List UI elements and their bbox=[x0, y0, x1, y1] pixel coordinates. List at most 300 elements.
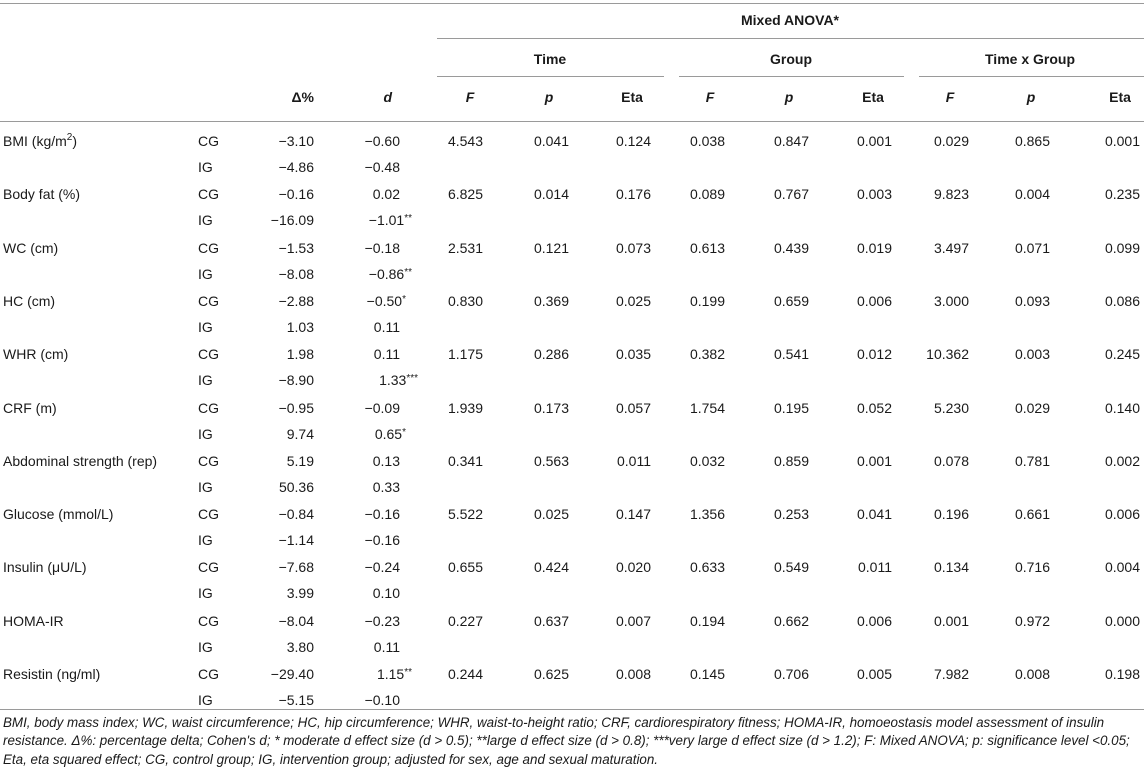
cg-delta-value bbox=[279, 239, 314, 257]
group-label-ig: IG bbox=[198, 639, 213, 655]
cg-delta-value-text: 1.98 bbox=[286, 346, 314, 362]
ig-delta-value-text: −8.08 bbox=[278, 266, 314, 282]
ig-delta-value bbox=[279, 691, 314, 709]
ig-delta-value bbox=[287, 425, 314, 443]
time-p-value bbox=[534, 345, 569, 363]
group-eta-value-text: 0.019 bbox=[856, 240, 892, 256]
group-p-value bbox=[774, 239, 809, 257]
txg-eta-value bbox=[1105, 399, 1140, 417]
group-f-value-text: 0.633 bbox=[689, 559, 725, 575]
time-eta-value bbox=[616, 612, 651, 630]
row-label-text: Glucose (mmol/L) bbox=[3, 506, 114, 522]
txg-p-value-text: 0.008 bbox=[1014, 666, 1050, 682]
group-eta-value bbox=[857, 399, 892, 417]
time-f-value-text: 1.175 bbox=[447, 346, 483, 362]
txg-p-value bbox=[1015, 345, 1050, 363]
group-eta-value bbox=[857, 452, 892, 470]
group-p-value bbox=[774, 452, 809, 470]
cg-d-value-text: −0.50 bbox=[366, 293, 403, 309]
row-label-text: HC (cm) bbox=[3, 293, 56, 309]
cg-delta-value-text: −29.40 bbox=[270, 666, 314, 682]
txg-eta-value-text: 0.086 bbox=[1104, 293, 1140, 309]
group-p-value-text: 0.195 bbox=[773, 400, 809, 416]
time-p-value-text: 0.121 bbox=[533, 240, 569, 256]
effect-size-stars: ** bbox=[404, 213, 412, 224]
txg-f-value bbox=[926, 345, 969, 363]
ig-d-value bbox=[369, 265, 412, 283]
group-f-value-text: 0.199 bbox=[689, 293, 725, 309]
group-p-value bbox=[774, 345, 809, 363]
group-label-cg: CG bbox=[198, 666, 219, 682]
txg-eta-value bbox=[1105, 612, 1140, 630]
group-p-value-text: 0.541 bbox=[773, 346, 809, 362]
time-eta-value-text: 0.124 bbox=[615, 133, 651, 149]
ig-d-value-text: −0.16 bbox=[364, 532, 400, 548]
row-label bbox=[3, 612, 64, 630]
group-f-value-text: 0.145 bbox=[689, 666, 725, 682]
group-eta-value-text: 0.001 bbox=[856, 453, 892, 469]
row-label-text: Insulin (μU/L) bbox=[3, 559, 87, 575]
header-group-p: p bbox=[784, 89, 794, 105]
time-eta-value bbox=[616, 185, 651, 203]
group-p-value bbox=[774, 399, 809, 417]
table-footnote: BMI, body mass index; WC, waist circumference; HC, hip circumference; WHR, waist-to-height ratio; CRF, cardiorespiratory fitness; HOMA-IR, homoeostasis model assessment of insulin resistance. Δ%: percentage delta; Cohen's d; * moderate d effect size (d > 0.5); **large d effect size (d > 0.8); ***very large d effect size (d > 1.2); F: Mixed ANOVA; p: significance level <0.05; Eta, eta squared effect; CG, control group; IG, intervention group; adjusted for sex, age and sexual maturation. bbox=[3, 715, 1130, 767]
effect-size-stars: *** bbox=[406, 373, 418, 384]
time-f-value bbox=[448, 612, 483, 630]
txg-p-value bbox=[1015, 612, 1050, 630]
effect-size-stars: ** bbox=[404, 667, 412, 678]
txg-eta-value-text: 0.235 bbox=[1104, 186, 1140, 202]
ig-d-value bbox=[374, 638, 400, 656]
time-f-value-text: 0.244 bbox=[447, 666, 483, 682]
txg-f-value-text: 0.029 bbox=[933, 133, 969, 149]
row-label-text: CRF (m) bbox=[3, 400, 57, 416]
time-f-value-text: 0.341 bbox=[447, 453, 483, 469]
group-label-ig: IG bbox=[198, 212, 213, 228]
ig-d-value-text: −0.48 bbox=[364, 159, 400, 175]
header-txg-f: F bbox=[945, 89, 955, 105]
row-label bbox=[3, 452, 157, 470]
txg-eta-value-text: 0.000 bbox=[1104, 613, 1140, 629]
time-p-value-text: 0.014 bbox=[533, 186, 569, 202]
group-eta-value bbox=[857, 345, 892, 363]
cg-delta-value bbox=[279, 612, 314, 630]
txg-p-value-text: 0.071 bbox=[1014, 240, 1050, 256]
ig-delta-value-text: 1.03 bbox=[286, 319, 314, 335]
time-eta-value-text: 0.035 bbox=[615, 346, 651, 362]
header-bottom-rule bbox=[0, 121, 1144, 122]
txg-eta-value bbox=[1105, 505, 1140, 523]
txg-eta-value-text: 0.140 bbox=[1104, 400, 1140, 416]
cg-d-value-text: −0.09 bbox=[364, 400, 400, 416]
cg-delta-value-text: −8.04 bbox=[278, 613, 314, 629]
time-p-value-text: 0.625 bbox=[533, 666, 569, 682]
group-p-value-text: 0.706 bbox=[773, 666, 809, 682]
group-f-value-text: 0.613 bbox=[689, 240, 725, 256]
time-eta-value bbox=[616, 399, 651, 417]
row-label bbox=[3, 239, 58, 257]
group-label-ig: IG bbox=[198, 479, 213, 495]
time-eta-value-text: 0.147 bbox=[615, 506, 651, 522]
cg-d-value-text: −0.16 bbox=[364, 506, 400, 522]
anova-rule bbox=[437, 38, 1144, 39]
group-eta-value-text: 0.041 bbox=[856, 506, 892, 522]
group-eta-value bbox=[857, 505, 892, 523]
time-eta-value bbox=[616, 558, 651, 576]
group-p-value-text: 0.847 bbox=[773, 133, 809, 149]
txg-p-value bbox=[1015, 292, 1050, 310]
group-eta-value bbox=[857, 292, 892, 310]
time-p-value bbox=[534, 292, 569, 310]
txg-f-value-text: 10.362 bbox=[926, 346, 969, 362]
group-label-ig: IG bbox=[198, 532, 213, 548]
header-time: Time bbox=[533, 51, 567, 67]
time-f-value bbox=[448, 185, 483, 203]
txg-f-value bbox=[934, 292, 969, 310]
row-label-text: HOMA-IR bbox=[3, 613, 64, 629]
group-p-value-text: 0.767 bbox=[773, 186, 809, 202]
ig-d-value-text: 0.10 bbox=[372, 585, 400, 601]
group-label-ig: IG bbox=[198, 319, 213, 335]
txg-eta-value bbox=[1105, 345, 1140, 363]
cg-d-value-text: −0.60 bbox=[364, 133, 400, 149]
cg-delta-value bbox=[287, 345, 314, 363]
txg-f-value bbox=[934, 558, 969, 576]
group-f-value-text: 1.754 bbox=[689, 400, 725, 416]
group-eta-value bbox=[857, 239, 892, 257]
txg-p-value-text: 0.003 bbox=[1014, 346, 1050, 362]
group-f-value bbox=[690, 399, 725, 417]
txg-f-value bbox=[934, 239, 969, 257]
header-txg-eta: Eta bbox=[1109, 89, 1131, 105]
ig-d-value bbox=[379, 371, 418, 389]
group-label-cg: CG bbox=[198, 133, 219, 149]
txg-p-value-text: 0.865 bbox=[1014, 133, 1050, 149]
group-eta-value-text: 0.001 bbox=[856, 133, 892, 149]
txg-eta-value bbox=[1105, 185, 1140, 203]
time-f-value bbox=[448, 399, 483, 417]
cg-d-value bbox=[365, 612, 400, 630]
group-label-ig: IG bbox=[198, 426, 213, 442]
ig-d-value bbox=[373, 584, 400, 602]
ig-d-value-text: 0.33 bbox=[372, 479, 400, 495]
ig-d-value bbox=[369, 211, 412, 229]
group-f-value-text: 1.356 bbox=[689, 506, 725, 522]
header-time-x-group: Time x Group bbox=[985, 51, 1075, 67]
group-eta-value bbox=[857, 612, 892, 630]
group-label-ig: IG bbox=[198, 585, 213, 601]
group-label-ig: IG bbox=[198, 266, 213, 282]
group-p-value bbox=[774, 665, 809, 683]
ig-delta-value-text: 9.74 bbox=[286, 426, 314, 442]
header-group: Group bbox=[770, 51, 812, 67]
group-eta-value-text: 0.003 bbox=[856, 186, 892, 202]
cg-d-value-text: 0.13 bbox=[372, 453, 400, 469]
time-f-value bbox=[448, 345, 483, 363]
time-f-value-text: 4.543 bbox=[447, 133, 483, 149]
time-f-value-text: 2.531 bbox=[447, 240, 483, 256]
group-eta-value-text: 0.011 bbox=[858, 559, 892, 575]
cg-delta-value bbox=[287, 452, 314, 470]
group-f-value bbox=[690, 612, 725, 630]
header-time-eta: Eta bbox=[621, 89, 643, 105]
txg-eta-value bbox=[1105, 665, 1140, 683]
header-d: d bbox=[383, 89, 392, 105]
cg-delta-value bbox=[279, 399, 314, 417]
time-f-value bbox=[448, 132, 483, 150]
cg-delta-value-text: −2.88 bbox=[278, 293, 314, 309]
cg-delta-value bbox=[279, 132, 314, 150]
txg-p-value bbox=[1015, 399, 1050, 417]
group-label-ig: IG bbox=[198, 692, 213, 708]
txg-f-value bbox=[934, 505, 969, 523]
time-eta-value bbox=[616, 132, 651, 150]
top-rule bbox=[0, 3, 1144, 4]
txg-p-value-text: 0.093 bbox=[1014, 293, 1050, 309]
time-p-value bbox=[534, 132, 569, 150]
header-group-eta: Eta bbox=[862, 89, 884, 105]
cg-d-value bbox=[373, 452, 400, 470]
group-eta-value bbox=[857, 665, 892, 683]
cg-delta-value-text: 5.19 bbox=[286, 453, 314, 469]
ig-d-value bbox=[365, 531, 400, 549]
group-label-cg: CG bbox=[198, 346, 219, 362]
row-label bbox=[3, 185, 80, 203]
group-p-value-text: 0.662 bbox=[773, 613, 809, 629]
time-eta-value-text: 0.020 bbox=[615, 559, 651, 575]
txg-rule bbox=[919, 76, 1144, 77]
txg-eta-value bbox=[1105, 132, 1140, 150]
ig-d-value bbox=[373, 478, 400, 496]
txg-p-value bbox=[1015, 239, 1050, 257]
time-p-value-text: 0.369 bbox=[533, 293, 569, 309]
group-rule bbox=[679, 76, 904, 77]
row-label-text: BMI (kg/m bbox=[3, 133, 67, 149]
group-p-value-text: 0.659 bbox=[773, 293, 809, 309]
txg-p-value-text: 0.661 bbox=[1014, 506, 1050, 522]
group-eta-value bbox=[857, 132, 892, 150]
row-label bbox=[3, 292, 55, 310]
cg-d-value bbox=[365, 505, 400, 523]
header-time-f: F bbox=[465, 89, 475, 105]
txg-f-value bbox=[934, 185, 969, 203]
txg-f-value-text: 3.000 bbox=[933, 293, 969, 309]
cg-d-value bbox=[377, 665, 412, 683]
ig-delta-value-text: −16.09 bbox=[270, 212, 314, 228]
cg-d-value bbox=[365, 239, 400, 257]
group-p-value-text: 0.439 bbox=[773, 240, 809, 256]
time-eta-value bbox=[616, 665, 651, 683]
cg-delta-value-text: −3.10 bbox=[278, 133, 314, 149]
row-label bbox=[3, 558, 87, 576]
cg-d-value-text: 0.02 bbox=[372, 186, 400, 202]
txg-f-value bbox=[934, 612, 969, 630]
time-p-value-text: 0.563 bbox=[533, 453, 569, 469]
ig-delta-value bbox=[287, 318, 314, 336]
group-label-cg: CG bbox=[198, 559, 219, 575]
cg-delta-value bbox=[279, 558, 314, 576]
group-label-cg: CG bbox=[198, 506, 219, 522]
group-f-value bbox=[690, 292, 725, 310]
txg-p-value bbox=[1015, 452, 1050, 470]
ig-d-value-text: −1.01 bbox=[368, 212, 405, 228]
group-f-value bbox=[690, 185, 725, 203]
header-txg-p: p bbox=[1026, 89, 1036, 105]
group-f-value bbox=[690, 665, 725, 683]
ig-d-value-text: 0.11 bbox=[373, 639, 400, 655]
group-label-ig: IG bbox=[198, 159, 213, 175]
txg-p-value bbox=[1015, 185, 1050, 203]
cg-d-value bbox=[374, 345, 400, 363]
ig-delta-value bbox=[279, 478, 314, 496]
time-p-value bbox=[534, 612, 569, 630]
group-label-cg: CG bbox=[198, 453, 219, 469]
group-label-cg: CG bbox=[198, 293, 219, 309]
ig-delta-value bbox=[271, 211, 314, 229]
time-eta-value-text: 0.007 bbox=[615, 613, 651, 629]
ig-delta-value bbox=[279, 531, 314, 549]
ig-d-value bbox=[365, 158, 400, 176]
time-eta-value bbox=[616, 505, 651, 523]
group-f-value-text: 0.038 bbox=[689, 133, 725, 149]
row-label-text: Resistin (ng/ml) bbox=[3, 666, 101, 682]
group-p-value bbox=[774, 132, 809, 150]
ig-d-value-text: 1.33 bbox=[379, 372, 407, 388]
time-f-value bbox=[448, 665, 483, 683]
txg-p-value bbox=[1015, 558, 1050, 576]
time-f-value bbox=[448, 558, 483, 576]
group-p-value-text: 0.859 bbox=[773, 453, 809, 469]
time-p-value-text: 0.025 bbox=[533, 506, 569, 522]
ig-delta-value-text: 3.80 bbox=[286, 639, 314, 655]
time-f-value-text: 1.939 bbox=[447, 400, 483, 416]
group-eta-value bbox=[857, 185, 892, 203]
group-p-value bbox=[774, 185, 809, 203]
group-f-value-text: 0.089 bbox=[689, 186, 725, 202]
group-f-value bbox=[690, 558, 725, 576]
txg-f-value-text: 3.497 bbox=[933, 240, 969, 256]
cg-delta-value-text: −0.16 bbox=[278, 186, 314, 202]
time-eta-value bbox=[616, 292, 651, 310]
txg-p-value-text: 0.781 bbox=[1014, 453, 1050, 469]
time-eta-value-text: 0.025 bbox=[615, 293, 651, 309]
time-eta-value bbox=[616, 239, 651, 257]
txg-p-value bbox=[1015, 665, 1050, 683]
time-rule bbox=[437, 76, 664, 77]
group-eta-value bbox=[858, 558, 892, 576]
group-label-cg: CG bbox=[198, 240, 219, 256]
time-p-value bbox=[534, 239, 569, 257]
cg-delta-value bbox=[279, 292, 314, 310]
row-label bbox=[3, 132, 77, 150]
group-f-value bbox=[690, 345, 725, 363]
time-p-value-text: 0.637 bbox=[533, 613, 569, 629]
time-eta-value-text: 0.073 bbox=[615, 240, 651, 256]
time-p-value bbox=[534, 452, 569, 470]
group-eta-value-text: 0.052 bbox=[856, 400, 892, 416]
txg-p-value bbox=[1015, 505, 1050, 523]
ig-delta-value-text: −8.90 bbox=[278, 372, 314, 388]
group-f-value bbox=[690, 452, 725, 470]
ig-delta-value bbox=[279, 265, 314, 283]
ig-delta-value bbox=[287, 638, 314, 656]
cg-d-value-text: −0.18 bbox=[364, 240, 400, 256]
txg-f-value-text: 0.134 bbox=[933, 559, 969, 575]
time-eta-value bbox=[616, 345, 651, 363]
txg-eta-value-text: 0.006 bbox=[1104, 506, 1140, 522]
ig-d-value-text: 0.65 bbox=[374, 426, 403, 442]
row-label bbox=[3, 345, 68, 363]
cg-d-value bbox=[365, 399, 400, 417]
row-label-text: Body fat (%) bbox=[3, 186, 81, 202]
txg-f-value bbox=[934, 452, 969, 470]
cg-d-value bbox=[367, 292, 406, 310]
group-f-value-text: 0.382 bbox=[689, 346, 725, 362]
group-p-value-text: 0.549 bbox=[773, 559, 809, 575]
effect-size-stars: * bbox=[402, 294, 406, 305]
time-f-value bbox=[448, 505, 483, 523]
time-p-value-text: 0.173 bbox=[533, 400, 569, 416]
time-eta-value bbox=[617, 452, 651, 470]
cg-d-value bbox=[365, 132, 400, 150]
time-f-value bbox=[448, 452, 483, 470]
time-f-value-text: 6.825 bbox=[447, 186, 483, 202]
time-f-value-text: 0.227 bbox=[447, 613, 483, 629]
ig-d-value-text: −0.86 bbox=[368, 266, 405, 282]
txg-f-value-text: 0.078 bbox=[933, 453, 969, 469]
header-group-f: F bbox=[705, 89, 715, 105]
time-p-value bbox=[534, 665, 569, 683]
ig-d-value bbox=[375, 425, 406, 443]
header-delta-pct: Δ% bbox=[291, 89, 314, 105]
group-p-value bbox=[774, 612, 809, 630]
txg-eta-value-text: 0.004 bbox=[1104, 559, 1140, 575]
txg-eta-value bbox=[1105, 452, 1140, 470]
ig-d-value bbox=[374, 318, 400, 336]
row-label bbox=[3, 665, 100, 683]
ig-delta-value-text: −5.15 bbox=[278, 692, 314, 708]
time-p-value bbox=[534, 505, 569, 523]
txg-eta-value bbox=[1105, 292, 1140, 310]
row-label-end: ) bbox=[72, 133, 78, 149]
group-eta-value-text: 0.005 bbox=[856, 666, 892, 682]
row-label-text: WC (cm) bbox=[3, 240, 59, 256]
ig-delta-value-text: −1.14 bbox=[278, 532, 314, 548]
group-label-cg: CG bbox=[198, 186, 219, 202]
ig-delta-value bbox=[279, 158, 314, 176]
txg-eta-value bbox=[1105, 558, 1140, 576]
cg-d-value-text: −0.24 bbox=[364, 559, 400, 575]
txg-eta-value-text: 0.002 bbox=[1104, 453, 1140, 469]
time-eta-value-text: 0.011 bbox=[617, 453, 651, 469]
row-label-text: Abdominal strength (rep) bbox=[3, 453, 158, 469]
txg-f-value-text: 0.001 bbox=[933, 613, 969, 629]
txg-eta-value bbox=[1105, 239, 1140, 257]
time-p-value-text: 0.286 bbox=[533, 346, 569, 362]
effect-size-stars: ** bbox=[404, 267, 412, 278]
txg-p-value-text: 0.004 bbox=[1014, 186, 1050, 202]
group-eta-value-text: 0.006 bbox=[856, 293, 892, 309]
table-bottom-rule bbox=[0, 709, 1144, 710]
group-eta-value-text: 0.012 bbox=[856, 346, 892, 362]
ig-delta-value bbox=[279, 371, 314, 389]
time-f-value-text: 0.830 bbox=[447, 293, 483, 309]
group-p-value bbox=[774, 558, 809, 576]
group-eta-value-text: 0.006 bbox=[856, 613, 892, 629]
ig-delta-value-text: 50.36 bbox=[278, 479, 314, 495]
row-label-superscript: 2 bbox=[66, 132, 73, 143]
txg-f-value bbox=[934, 399, 969, 417]
